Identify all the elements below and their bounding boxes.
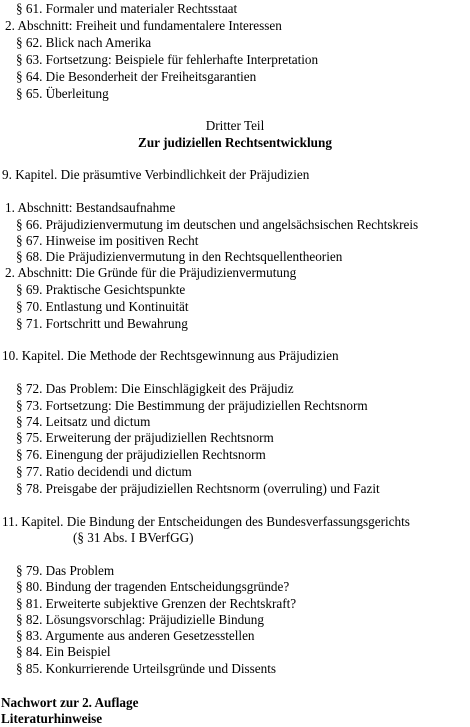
toc-entry-s67: § 67. Hinweise im positiven Recht (16, 233, 199, 248)
chapter-title-9: 9. Kapitel. Die präsumtive Verbindlichkeit der Präjudizien (2, 167, 310, 182)
toc-entry-s70: § 70. Entlastung und Kontinuität (16, 299, 189, 314)
toc-entry-s68: § 68. Die Präjudizienvermutung in den Rechtsquellentheorien (16, 249, 343, 264)
toc-entry-s75: § 75. Erweiterung der präjudiziellen Rechtsnorm (16, 430, 274, 445)
toc-entry-s80: § 80. Bindung der tragenden Entscheidungsgründe? (16, 579, 290, 594)
part-title: Zur judiziellen Rechtsentwicklung (138, 135, 332, 150)
toc-entry-s63: § 63. Fortsetzung: Beispiele für fehlerhafte Interpretation (16, 52, 319, 67)
toc-entry-s64: § 64. Die Besonderheit der Freiheitsgarantien (16, 69, 257, 84)
toc-entry-s74: § 74. Leitsatz und dictum (16, 414, 151, 429)
toc-entry-s84: § 84. Ein Beispiel (16, 644, 111, 659)
chapter-title-10: 10. Kapitel. Die Methode der Rechtsgewinnung aus Präjudizien (2, 348, 339, 363)
toc-entry-s71: § 71. Fortschritt und Bewahrung (16, 316, 188, 331)
chapter-title-11-line2: (§ 31 Abs. I BVerfGG) (73, 530, 194, 545)
toc-abschnitt-heading: 2. Abschnitt: Freiheit und fundamentalere Interessen (5, 18, 282, 33)
toc-abschnitt-heading: 2. Abschnitt: Die Gründe für die Präjudizienvermutung (5, 265, 297, 280)
toc-entry-s69: § 69. Praktische Gesichtspunkte (16, 282, 186, 297)
toc-entry-s76: § 76. Einengung der präjudiziellen Rechtsnorm (16, 447, 266, 462)
toc-entry-s82: § 82. Lösungsvorschlag: Präjudizielle Bindung (16, 612, 264, 627)
toc-entry-s65: § 65. Überleitung (16, 86, 109, 101)
toc-entry-s81: § 81. Erweiterte subjektive Grenzen der Rechtskraft? (16, 596, 297, 611)
toc-entry-nachwort: Nachwort zur 2. Auflage (1, 695, 139, 710)
toc-entry-s72: § 72. Das Problem: Die Einschlägigkeit des Präjudiz (16, 381, 294, 396)
toc-entry-s62: § 62. Blick nach Amerika (16, 35, 152, 50)
toc-entry-s83: § 83. Argumente aus anderen Gesetzesstellen (16, 628, 255, 643)
toc-entry-s61: § 61. Formaler und materialer Rechtsstaat (16, 1, 238, 16)
toc-entry-s79: § 79. Das Problem (16, 563, 115, 578)
toc-entry-s85: § 85. Konkurrierende Urteilsgründe und Dissents (16, 661, 277, 676)
chapter-title-11: 11. Kapitel. Die Bindung der Entscheidungen des Bundesverfassungsgerichts (2, 514, 410, 529)
toc-entry-s66: § 66. Präjudizienvermutung im deutschen und angelsächsischen Rechtskreis (16, 217, 419, 232)
toc-entry-literatur: Literaturhinweise (1, 711, 103, 726)
toc-entry-s73: § 73. Fortsetzung: Die Bestimmung der präjudiziellen Rechtsnorm (16, 398, 368, 413)
toc-entry-s77: § 77. Ratio decidendi und dictum (16, 464, 192, 479)
part-label: Dritter Teil (205, 118, 265, 133)
toc-abschnitt-heading: 1. Abschnitt: Bestandsaufnahme (5, 200, 176, 215)
toc-entry-s78: § 78. Preisgabe der präjudiziellen Rechtsnorm (overruling) und Fazit (16, 481, 380, 496)
